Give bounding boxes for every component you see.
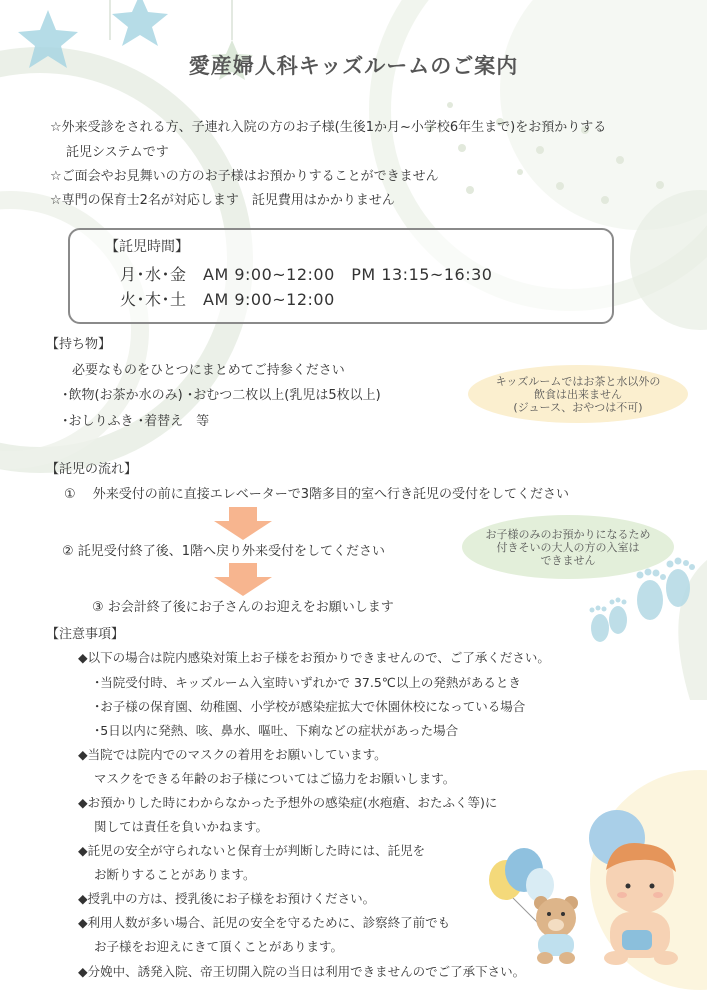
note-line-9: ◆託児の安全が守られないと保育士が判断した時には、託児を [78,843,426,858]
note-line-6: マスクをできる年齢のお子様についてはご協力をお願いします。 [94,771,456,786]
note-line-13: お子様をお迎えにきて頂くことがあります。 [94,939,344,954]
intro-line-3: ☆ご面会やお見舞いの方のお子様はお預かりすることができません [50,169,439,184]
note-line-12: ◆利用人数が多い場合、託児の安全を守るために、診察終了前でも [78,915,451,930]
note-line-14: ◆分娩中、誘発入院、帝王切開入院の当日は利用できませんのでご了承下さい。 [78,964,526,979]
adult-notice-text: お子様のみのお預かりになるため 付きそいの大人の方の入室は できません [485,527,651,567]
food-notice-bubble [468,365,688,423]
page-title: 愛産婦人科キッズルームのご案内 [188,54,519,78]
flow-arrow-1 [214,507,272,540]
flow-step-1: ① 外来受付の前に直接エレベーターで3階多目的室へ行き託児の受付をしてください [64,487,570,502]
notes-heading: 【注意事項】 [46,627,125,642]
note-line-10: お断りすることがあります。 [94,867,256,882]
note-line-5: ◆当院では院内でのマスクの着用をお願いしています。 [78,747,387,762]
belongings-line-2: ･飲物(お茶か水のみ) ･おむつ二枚以上(乳児は5枚以上) [62,388,381,403]
hours-row-mwf: 月･水･金 AM 9:00~12:00 PM 13:15~16:30 [120,265,493,284]
flow-heading: 【託児の流れ】 [46,462,138,477]
flow-step-2: ② 託児受付終了後、1階へ戻り外来受付をしてください [62,544,386,559]
intro-line-4: ☆専門の保育士2名が対応します 託児費用はかかりません [50,193,395,208]
note-line-4: ･5日以内に発熱、咳、鼻水、嘔吐、下痢などの症状があった場合 [94,723,459,738]
note-line-8: 関しては責任を負いかねます。 [94,819,269,834]
note-line-11: ◆授乳中の方は、授乳後にお子様をお預けください。 [78,891,376,906]
note-line-7: ◆お預かりした時にわからなかった予想外の感染症(水疱瘡、おたふく等)に [78,795,498,810]
flow-step-3: ③ お会計終了後にお子さんのお迎えをお願いします [92,600,394,615]
belongings-heading: 【持ち物】 [46,337,112,352]
teddy-bear-illustration [534,896,578,964]
hours-heading: 【託児時間】 [105,239,189,255]
belongings-line-3: ･おしりふき ･着替え 等 [62,414,210,429]
note-line-2: ･当院受付時、キッズルーム入室時いずれかで 37.5℃以上の発熱があるとき [94,675,521,690]
note-line-1: ◆以下の場合は院内感染対策上お子様をお預かりできませんので、ご了承ください。 [78,650,550,665]
note-line-3: ･お子様の保育園、幼稚園、小学校が感染症拡大で休園休校になっている場合 [94,699,526,714]
flow-arrow-2 [214,563,272,596]
belongings-line-1: 必要なものをひとつにまとめてご持参ください [72,363,345,378]
intro-line-1: ☆外来受診をされる方、子連れ入院の方のお子様(生後1か月~小学校6年生まで)をお預かりする [50,120,607,135]
hours-row-tts: 火･木･土 AM 9:00~12:00 [120,290,335,309]
adult-notice-bubble [462,515,674,579]
food-notice-text: キッズルームではお茶と水以外の 飲食は出来ません (ジュース、おやつは不可) [495,374,661,414]
intro-line-2: 託児システムです [66,145,169,160]
